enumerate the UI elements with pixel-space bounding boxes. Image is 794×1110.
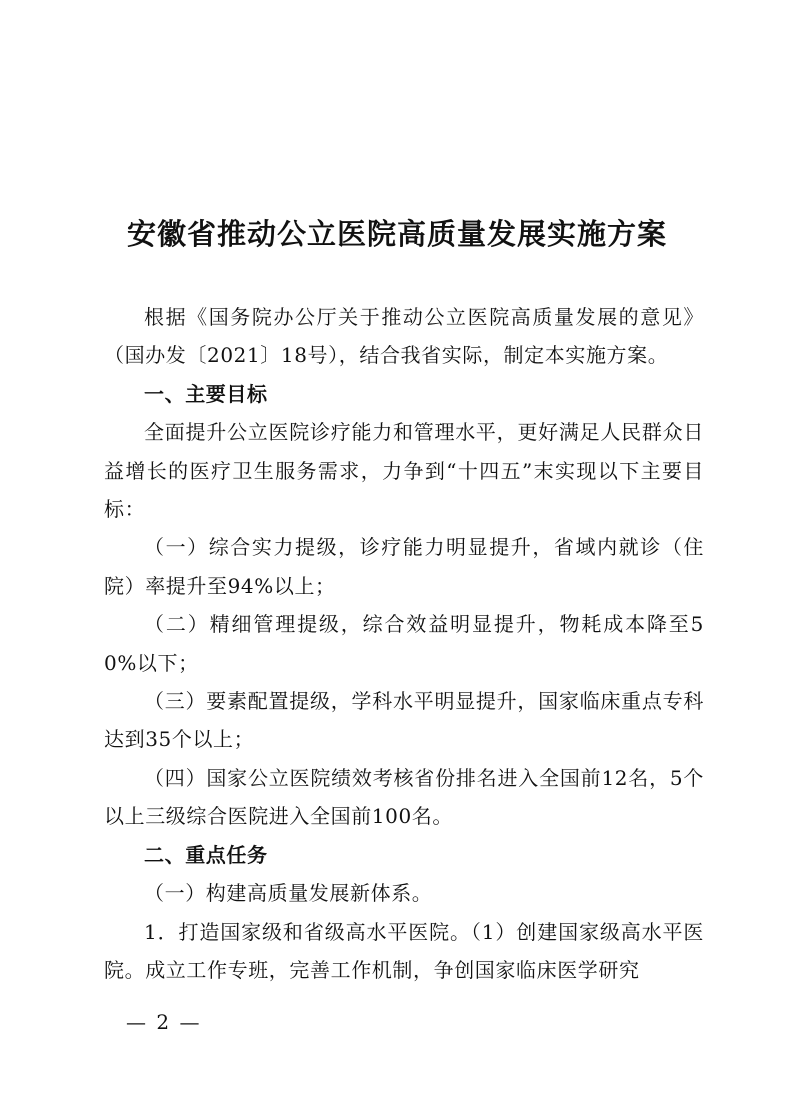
document-body	[104, 298, 704, 989]
goal-item-4: （四）国家公立医院绩效考核省份排名进入全国前12名，5个以上三级综合医院进入全国前100名。	[104, 765, 704, 829]
goal-item-3: （三）要素配置提级，学科水平明显提升，国家临床重点专科达到35个以上；	[104, 689, 704, 752]
goals-paragraph: 全面提升公立医院诊疗能力和管理水平，更好满足人民群众日益增长的医疗卫生服务需求，力争到“十四五”末实现以下主要目标：	[104, 420, 704, 522]
section-heading-main-goals: 一、主要目标	[144, 381, 268, 406]
task-subheading-1: （一）构建高质量发展新体系。	[144, 881, 433, 906]
intro-paragraph: 根据《国务院办公厅关于推动公立医院高质量发展的意见》（国办发〔2021〕18号），结合我省实际，制定本实施方案。	[104, 305, 704, 368]
document-title: 安徽省推动公立医院高质量发展实施方案	[126, 217, 667, 251]
goal-item-1: （一）综合实力提级，诊疗能力明显提升，省域内就诊（住院）率提升至94%以上；	[104, 535, 704, 598]
task-paragraph-1: 1．打造国家级和省级高水平医院。（1）创建国家级高水平医院。成立工作专班，完善工作机制，争创国家临床医学研究	[104, 919, 704, 982]
section-heading-key-tasks: 二、重点任务	[144, 842, 268, 867]
page-number: — 2 —	[126, 1010, 202, 1034]
goal-item-2: （二）精细管理提级，综合效益明显提升，物耗成本降至50%以下；	[104, 612, 704, 675]
